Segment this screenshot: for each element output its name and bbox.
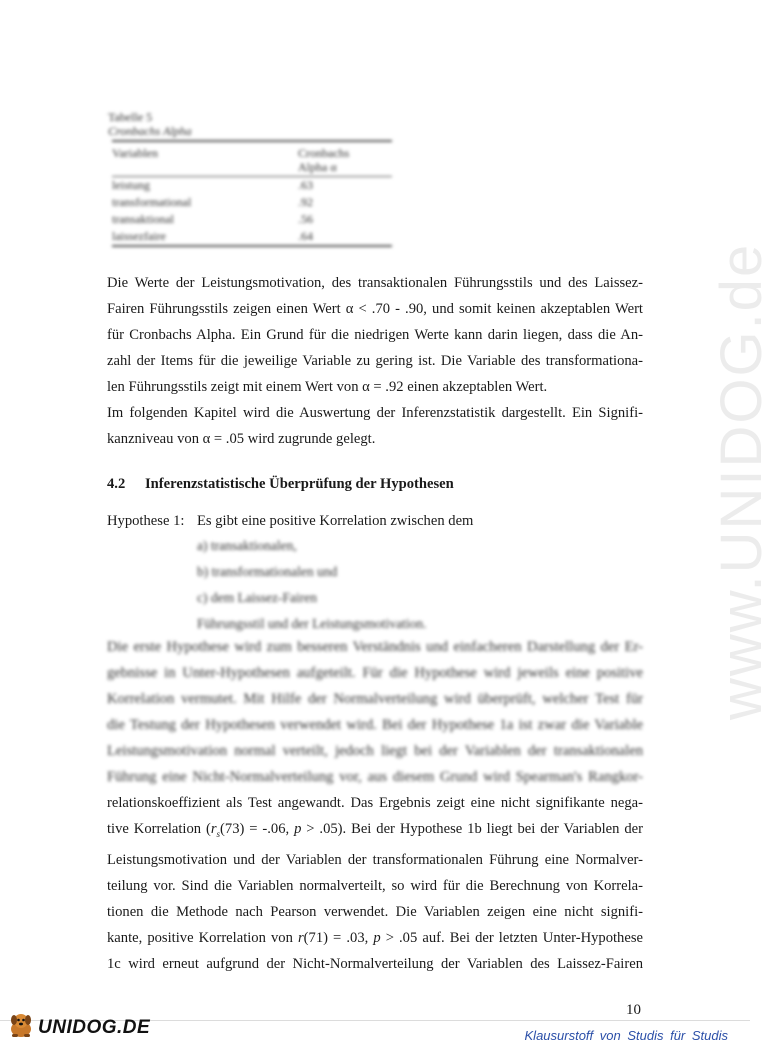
header-alpha: Cronbachs Alpha α [298, 146, 350, 174]
hypothesis-text: Es gibt eine positive Korrelation zwischen dem [197, 513, 474, 529]
cronbach-table [112, 140, 392, 247]
header-variablen: Variablen [112, 146, 158, 160]
hypothesis-label: Hypothese 1: [107, 513, 185, 529]
paragraph-cronbach-results: Die Werte der Leistungsmotivation, des transaktionalen Führungsstils und des Laissez- Fairen Führungsstils zeigen einen Wert α < .70 - .90, und somit keinen akzeptablen Wert für Cronbachs Alpha. Ein Grund für die niedrigen Werte kann darin liegen, dass die An- zahl der Items für die jeweilige Variable zu gering ist. Die Variable des transformationa- len Führungsstils zeigt mit einem Wert von α = .92 einen akzeptablen Wert. Im folgenden Kapitel wird die Auswertung der Inferenzstatistik dargestellt. Ein Signifi- kanzniveau von α = .05 wird zugrunde gelegt. [107, 275, 643, 447]
hypothesis-item: c) dem Laissez-Fairen [197, 590, 317, 605]
table-subtitle: Cronbachs Alpha [108, 124, 192, 138]
dog-mascot-icon [6, 1010, 36, 1045]
table-row: leistung .63 [112, 178, 313, 192]
table-header [112, 142, 392, 176]
table-row: transformational .92 [112, 195, 313, 209]
hypothesis-item: b) transformationalen und [197, 564, 338, 579]
table-row: laissezfaire .64 [112, 229, 313, 243]
table-caption [108, 110, 192, 138]
hypothesis-item: a) transaktionalen, [197, 538, 297, 553]
section-title: Inferenzstatistische Überprüfung der Hypothesen [145, 476, 454, 492]
table-bottom-rule [112, 245, 392, 247]
section-number: 4.2 [107, 476, 126, 492]
hypothesis-item: Führungsstil und der Leistungsmotivation. [197, 616, 427, 631]
page-number: 10 [626, 1002, 641, 1018]
table-title: Tabelle 5 [108, 110, 153, 124]
paragraph-correlation-results: relationskoeffizient als Test angewandt. Das Ergebnis zeigt eine nicht signifikante nega- tive Korrelation ($r_s(73) = -.06$, p > .05). Bei der Hypothese 1b liegt bei der Variablen der Leistungsmotivation und der Variablen der transformationalen Führung eine Normalver- teilung vor. Sind die Variablen normalverteilt, so wird für die Berechnung von Korrela- tionen die Methode nach Pearson verwendet. Die Variablen zeigen eine nicht signifi- kante, positive Korrelation von r(71) = .03, p > .05 auf. Bei der letzten Unter-Hypothese 1c wird erneut aufgrund der Nicht-Normalverteilung der Variablen des Laissez-Fairen [107, 795, 643, 972]
section-heading [107, 476, 454, 493]
unidog-logo[interactable] [6, 1010, 150, 1045]
hypothesis-statement [107, 508, 473, 534]
footer-tagline: Klausurstoff von Studis für Studis [524, 1028, 728, 1043]
line-pearson-result: kante, positive Korrelation von r(71) = .03, p > .05 auf. Bei der letzten Unter-Hypothese [107, 929, 643, 946]
paragraph-hypothesis-method-blurred: Die erste Hypothese wird zum besseren Verständnis und einfacheren Darstellung der Er- gebnisse in Unter-Hypothesen aufgeteilt. Für die Hypothese wird jeweils eine positive Korrelation vermutet. Mit Hilfe der Normalverteilung wird überprüft, welcher Test für die Testung der Hypothesen verwendet wird. Bei der Hypothese 1a ist zwar die Variable Leistungsmotivation normal verteilt, jedoch liegt bei der Variablen der transaktionalen Führung eine Nicht-Normalverteilung vor, aus diesem Grund wird Spearman's Rangkor- [107, 639, 643, 785]
hypothesis-items [197, 533, 427, 637]
logo-text: UNIDOG.DE [38, 1016, 151, 1038]
watermark: www.UNIDOG.de [709, 242, 774, 720]
line-spearman-result: tive Korrelation ($r_s(73) = -.06$, p > .05). Bei der Hypothese 1b liegt bei der Variablen der [107, 821, 643, 839]
table-row: transaktional .56 [112, 212, 313, 226]
